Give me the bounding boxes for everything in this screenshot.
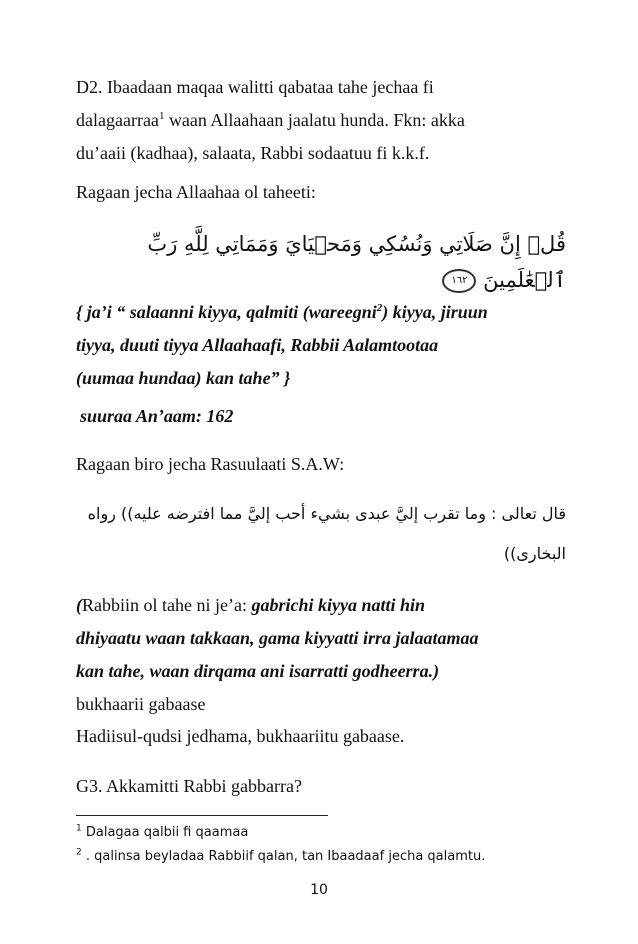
footnote-1 [76,824,248,842]
text-run: waan Allaahaan jaalatu hunda. Fkn: akka [164,110,465,130]
text-line [76,104,566,137]
verse-translation [76,296,566,395]
text-line: du’aaii (kadhaa), salaata, Rabbi sodaatuu fi k.k.f. [76,143,430,163]
text-line: dhiyaatu waan takkaan, gama kiyyatti irra jalaatamaa [76,628,479,648]
page-number: 10 [310,882,328,898]
text-line: tiyya, duuti tiyya Allaahaafi, Rabbii Aalamtootaa [76,335,439,355]
paragraph-definition [76,71,566,170]
text-line: bukhaarii gabaase [76,694,206,714]
paragraph-hadith-note: Hadiisul-qudsi jedhama, bukhaariitu gabaase. [76,726,405,746]
hadith-translation [76,589,566,721]
quran-verse [76,226,566,298]
footnote-2 [76,848,485,866]
hadith-arabic [76,494,566,574]
paragraph-evidence-intro: Ragaan jecha Allaahaa ol taheeti: [76,182,316,202]
verse-text: قُلۡ إِنَّ صَلَاتِي وَنُسُكِي وَمَحۡيَايَ وَمَمَاتِي لِلَّهِ رَبِّ ٱلۡعَٰلَمِينَ [147,232,566,292]
footnote-number: 2 [76,847,82,858]
text-line: (uumaa hundaa) kan tahe” } [76,368,291,388]
question-heading: G3. Akkamitti Rabbi gabbarra? [76,776,302,796]
text-run: Rabbiin ol tahe ni je’a: [82,595,252,615]
text-line: البخارى)) [503,544,566,563]
text-run: ( [76,595,82,615]
text-line [76,589,566,622]
text-line: D2. Ibaadaan maqaa walitti qabataa tahe jechaa fi [76,77,434,97]
text-line: kan tahe, waan dirqama ani isarratti godheerra.) [76,661,440,681]
ayah-number-marker: ١٦٢ [442,269,476,293]
text-run: gabrichi kiyya natti hin [251,595,425,615]
footnote-text: Dalagaa qalbii fi qaamaa [85,825,249,840]
surah-reference: suuraa An’aam: 162 [80,406,234,426]
text-run: dalagaarraa [76,110,159,130]
paragraph-hadith-intro: Ragaan biro jecha Rasuulaati S.A.W: [76,454,345,474]
footnote-ref: 1 [158,110,165,122]
text-line [76,296,566,329]
footnote-number: 1 [76,823,82,834]
footnote-separator [76,815,328,816]
text-run: { ja’i “ salaanni kiyya, qalmiti (wareegni [76,302,377,322]
footnote-text: . qalinsa beyladaa Rabbiif qalan, tan Ibaadaaf jecha qalamtu. [85,849,486,864]
footnote-ref: 2 [376,302,383,314]
text-run: ) kiyya, jiruun [382,302,488,322]
text-line: قال تعالى : وما تقرب إليَّ عبدى بشيء أحب إليَّ مما افترضه عليه)) رواه [87,504,566,523]
